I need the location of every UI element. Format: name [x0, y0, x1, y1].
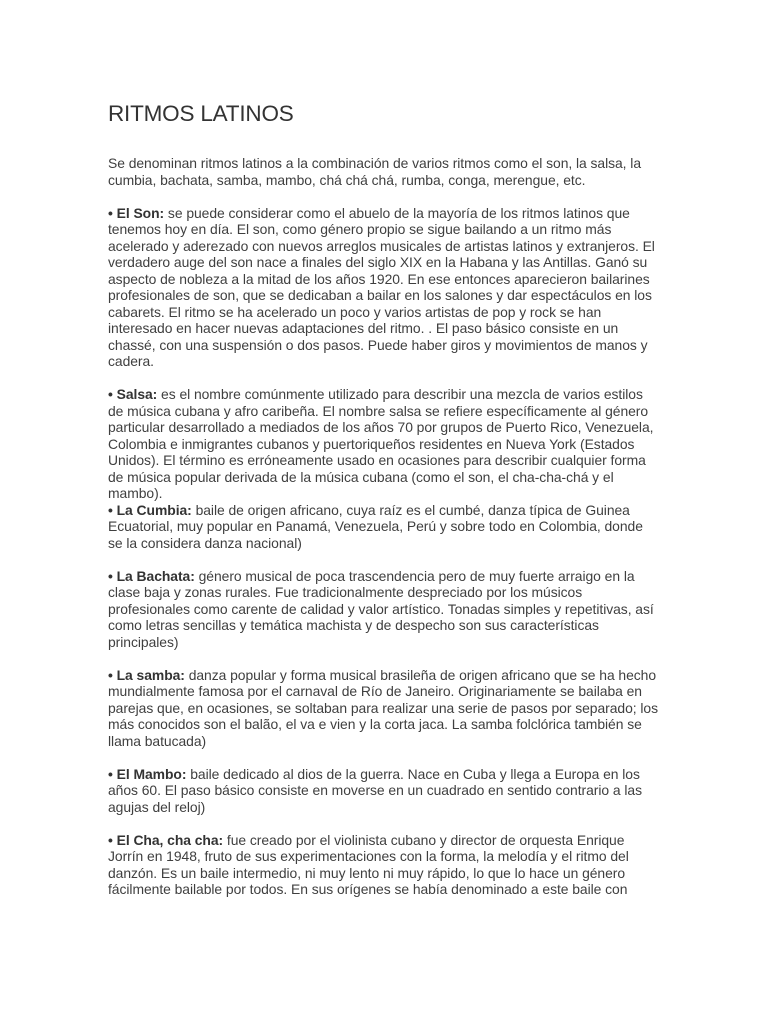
section-samba [108, 667, 660, 750]
term-cumbia: • La Cumbia: [108, 501, 192, 518]
term-samba: • La samba: [108, 666, 185, 683]
section-chachacha [108, 832, 660, 898]
section-cumbia [108, 502, 660, 552]
text-bachata: género musical de poca trascendencia pero de muy fuerte arraigo en la clase baja y zonas rurales. Fue tradicionalmente despreciado por los músicos profesionales como carente de calidad y valor artístico. Tonadas simples y repetitivas, así como letras sencillas y temática machista y de despecho son sus características principales) [108, 567, 654, 650]
document-page [108, 99, 660, 898]
term-salsa: • Salsa: [108, 386, 158, 402]
section-bachata [108, 568, 660, 651]
term-bachata: • La Bachata: [108, 567, 195, 584]
text-samba: danza popular y forma musical brasileña de origen africano que se ha hecho mundialmente famosa por el carnaval de Río de Janeiro. Originariamente se bailaba en parejas que, en ocasiones, se soltaban para realizar una serie de pasos por separado; los más conocidos son el balão, el va e vien y la corta jaca. La samba folclórica también se llama batucada) [108, 666, 658, 749]
term-chachacha: • El Cha, cha cha: [108, 831, 224, 848]
document-title: RITMOS LATINOS [108, 101, 294, 126]
text-cumbia: baile de origen africano, cuya raíz es el cumbé, danza típica de Guinea Ecuatorial, muy popular en Panamá, Venezuela, Perú y sobre todo en Colombia, donde se la considera danza nacional) [108, 501, 643, 551]
text-son: se puede considerar como el abuelo de la mayoría de los ritmos latinos que tenemos hoy en día. El son, como género propio se sigue bailando a un ritmo más acelerado y aderezado con nuevos arreglos musicales de artistas latinos y extranjeros. El verdadero auge del son nace a finales del siglo XIX en la Habana y las Antillas. Ganó su aspecto de nobleza a la mitad de los años 1920. En ese entonces aparecieron bailarines profesionales de son, que se dedicaban a bailar en los salones y dar espectáculos en los cabarets. El ritmo se ha acelerado un poco y varios artistas de pop y rock se han interesado en hacer nuevas adaptaciones del ritmo. . El paso básico consiste en un chassé, con una suspensión o dos pasos. Puede haber giros y movimientos de manos y cadera. [108, 204, 655, 369]
term-son: • El Son: [108, 204, 165, 221]
text-mambo: baile dedicado al dios de la guerra. Nace en Cuba y llega a Europa en los años 60. El paso básico consiste en moverse en un cuadrado en sentido contrario a las agujas del reloj) [108, 765, 642, 815]
intro-paragraph: Se denominan ritmos latinos a la combinación de varios ritmos como el son, la salsa, la cumbia, bachata, samba, mambo, chá chá chá, rumba, conga, merengue, etc. [108, 155, 642, 188]
term-mambo: • El Mambo: [108, 765, 187, 782]
section-mambo [108, 766, 660, 816]
text-chachacha: fue creado por el violinista cubano y director de orquesta Enrique Jorrín en 1948, fruto de sus experimentaciones con la forma, la melodía y el ritmo del danzón. Es un baile intermedio, ni muy lento ni muy rápido, lo que lo hace un género fácilmente bailable por todos. En sus orígenes se había denominado a este baile con [108, 831, 629, 897]
section-son [108, 205, 660, 370]
text-salsa: es el nombre comúnmente utilizado para describir una mezcla de varios estilos de música cubana y afro caribeña. El nombre salsa se refiere específicamente al género particular desarrollado a mediados de los años 70 por grupos de Puerto Rico, Venezuela, Colombia e inmigrantes cubanos y puertoriqueños residentes en Nueva York (Estados Unidos). El término es erróneamente usado en ocasiones para describir cualquier forma de música popular derivada de la música cubana (como el son, el cha-cha-chá y el mambo). [108, 386, 654, 501]
section-salsa [108, 386, 660, 502]
